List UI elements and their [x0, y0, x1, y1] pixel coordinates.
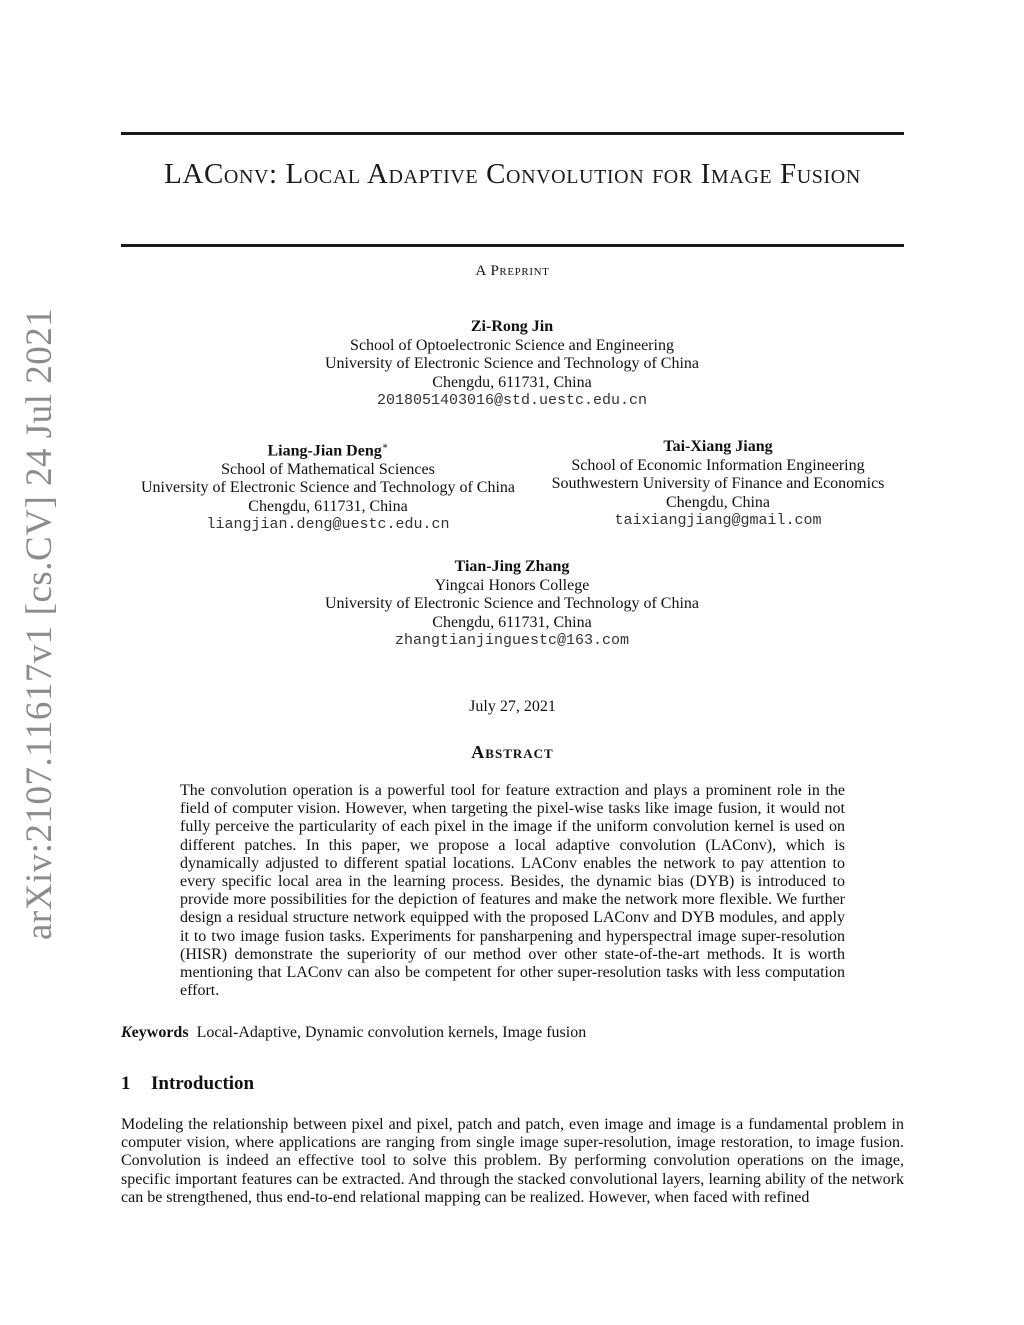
- author-email: 2018051403016@std.uestc.edu.cn: [376, 392, 648, 409]
- keywords-label-rest: eywords: [131, 1024, 189, 1041]
- author-institution: University of Electronic Science and Technology of China: [140, 479, 516, 497]
- introduction-paragraph: Modeling the relationship between pixel and pixel, patch and patch, even image and image is a fundamental problem in computer vision, where applications are ranging from single image super-resolution, image restoration, to image fusion. Convolution is indeed an effective tool to solve this problem. By performing convolution operations on the image, specific important features can be extracted. And through the stacked convolutional layers, learning ability of the network can be strengthened, thus end-to-end relational mapping can be realized. However, when faced with refined: [121, 1116, 904, 1206]
- author-email: zhangtianjinguestc@163.com: [394, 632, 630, 649]
- keywords-text: Local-Adaptive, Dynamic convolution kernels, Image fusion: [196, 1024, 587, 1041]
- author-name: Liang-Jian Deng: [267, 442, 382, 460]
- author-affiliation: School of Economic Information Engineering: [571, 456, 865, 474]
- author-name: Tian-Jing Zhang: [454, 558, 570, 575]
- author-location: Chengdu, 611731, China: [248, 497, 408, 515]
- author-location: Chengdu, 611731, China: [432, 613, 592, 631]
- author-location: Chengdu, 611731, China: [432, 373, 592, 391]
- title-bottom-rule: [121, 244, 904, 247]
- author-block: [262, 318, 762, 411]
- author-block: [118, 438, 538, 535]
- keywords-label: [121, 1024, 189, 1041]
- keywords-label-initial: K: [121, 1024, 132, 1041]
- author-email: liangjian.deng@uestc.edu.cn: [206, 516, 450, 534]
- title-top-rule: [121, 132, 904, 135]
- arxiv-identifier-stamp: arXiv:2107.11617v1 [cs.CV] 24 Jul 2021: [19, 307, 60, 940]
- publication-date: July 27, 2021: [469, 698, 556, 715]
- author-institution: Southwestern University of Finance and Economics: [551, 475, 885, 492]
- preprint-label: A Preprint: [475, 263, 550, 279]
- paper-title: LAConv: Local Adaptive Convolution for Image Fusion: [164, 158, 861, 190]
- section-heading: [121, 1073, 904, 1095]
- author-name: Zi-Rong Jin: [470, 318, 554, 335]
- keywords-line: [121, 1024, 904, 1042]
- author-institution: University of Electronic Science and Technology of China: [324, 595, 700, 612]
- author-affiliation: School of Optoelectronic Science and Engineering: [350, 336, 674, 354]
- author-email: taixiangjiang@gmail.com: [614, 512, 822, 529]
- author-name: Tai-Xiang Jiang: [663, 438, 773, 455]
- abstract-heading: Abstract: [471, 742, 554, 762]
- author-affiliation: Yingcai Honors College: [434, 576, 590, 594]
- section-number: 1: [121, 1073, 131, 1094]
- author-location: Chengdu, China: [666, 493, 770, 511]
- section-title: Introduction: [151, 1073, 255, 1094]
- author-name-line: [118, 438, 538, 461]
- corresponding-author-marker: ∗: [381, 441, 389, 452]
- abstract-text: The convolution operation is a powerful tool for feature extraction and plays a prominent role in the field of computer vision. However, when targeting the pixel-wise tasks like image fusion, it would not fully perceive the particularity of each pixel in the image if the uniform convolution kernel is used on different patches. In this paper, we propose a local adaptive convolution (LAConv), which is dynamically adjusted to different spatial locations. LAConv enables the network to pay attention to every specific local area in the learning process. Besides, the dynamic bias (DYB) is introduced to provide more possibilities for the depiction of features and make the network more flexible. We further design a residual structure network equipped with the proposed LAConv and DYB modules, and apply it to two image fusion tasks. Experiments for pansharpening and hyperspectral image super-resolution (HISR) demonstrate the superiority of our method over other state-of-the-art methods. It is worth mentioning that LAConv can also be competent for other super-resolution tasks with less computation effort.: [180, 782, 845, 1000]
- author-block: [262, 558, 762, 651]
- author-block: [530, 438, 906, 531]
- author-institution: University of Electronic Science and Technology of China: [324, 355, 700, 372]
- author-affiliation: School of Mathematical Sciences: [221, 460, 435, 478]
